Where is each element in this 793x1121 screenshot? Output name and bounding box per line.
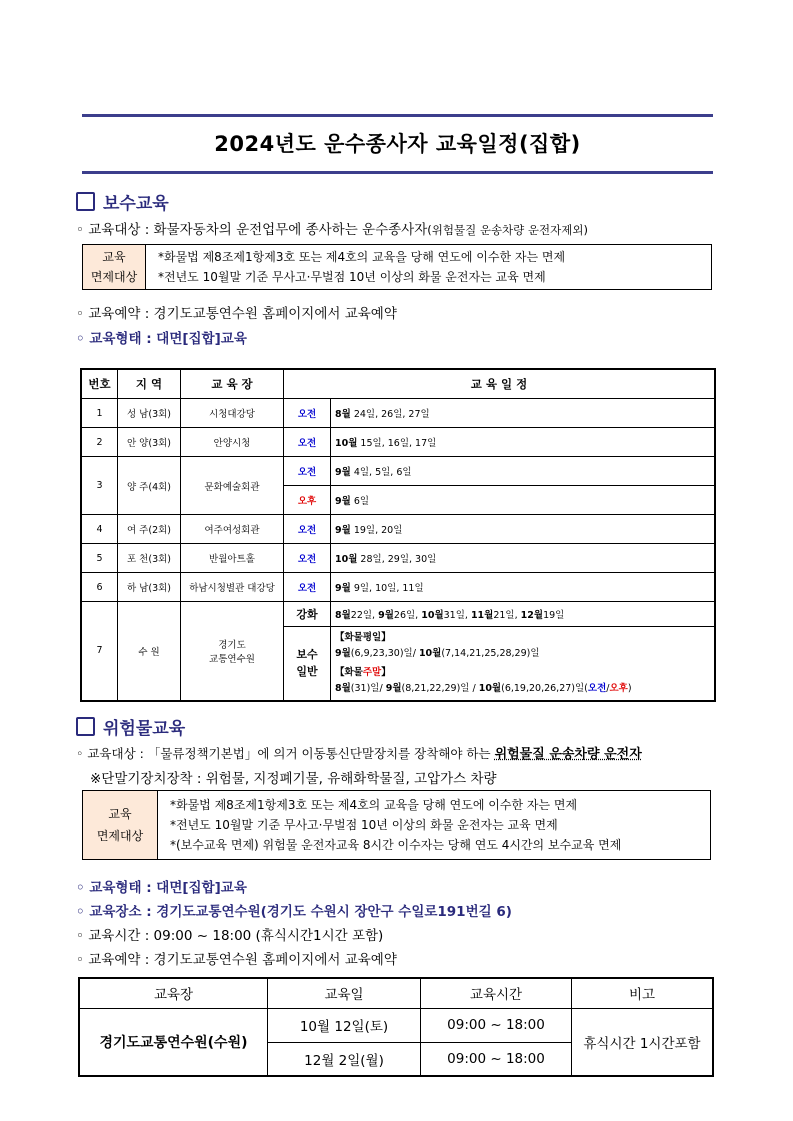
table-row: 보수 일반 【화물평일】 9월(6,9,23,30)일/ 10월(7,14,21,25,28,29)일 【화물주말】 8월(31)일/ 9월(8,21,22,29)일 / 10월(6,19,20,26,27)일(오전/오후) (81, 627, 715, 701)
title-top-rule (82, 114, 713, 117)
header-no: 번호 (81, 369, 118, 399)
bosu-target: ◦ 교육대상 : 화물자동차의 운전업무에 종사하는 운수종사자(위험물질 운송차량 운전자제외) (76, 222, 588, 238)
table-header-row: 교육장 교육일 교육시간 비고 (79, 978, 713, 1008)
table-row: 7 수 원 경기도 교통연수원 강화 8월22일, 9월26일, 10월31일, 11월21일, 12월19일 (81, 602, 715, 627)
bosu-general-dates: 【화물평일】 9월(6,9,23,30)일/ 10월(7,14,21,25,28,29)일 【화물주말】 8월(31)일/ 9월(8,21,22,29)일 / 10월(6,19,20,26,27)일(오전/오후) (331, 627, 716, 701)
table-row: 오후 9월 6일 (81, 486, 715, 515)
hazard-place: ◦ 교육장소 : 경기도교통연수원(경기도 수원시 장안구 수일로191번길 6) (76, 904, 512, 920)
section-heading-hazard: 위험물교육 (76, 714, 185, 739)
table-row: 12월 2일(월) 09:00 ~ 18:00 (79, 1042, 713, 1076)
hazard-target: ◦ 교육대상 : 「물류정책기본법」에 의거 이동통신단말장치를 장착해야 하는 위험물질 운송차량 운전자 (76, 746, 642, 762)
table-row: 3 양 주(4회) 문화예술회관 오전 9월 4일, 5일, 6일 (81, 457, 715, 486)
table-row: 5 포 천(3회) 반월아트홀 오전 10월 28일, 29일, 30일 (81, 544, 715, 573)
header-venue: 교 육 장 (181, 369, 284, 399)
checkbox-square-icon (76, 717, 95, 736)
section-heading-bosu: 보수교육 (76, 189, 169, 214)
exempt-label: 교육 면제대상 (83, 791, 158, 860)
bosu-exempt-table (82, 244, 712, 290)
table-header-row (81, 369, 715, 399)
hazard-schedule-table (78, 977, 714, 1077)
table-row: 2 안 양(3회) 안양시청 오전 10월 15일, 16일, 17일 (81, 428, 715, 457)
table-row: 6 하 남(3회) 하남시청별관 대강당 오전 9월 9일, 10일, 11일 (81, 573, 715, 602)
gang-dates: 8월22일, 9월26일, 10월31일, 11월21일, 12월19일 (331, 602, 716, 627)
exempt-list: *화물법 제8조제1항제3호 또는 제4호의 교육을 당해 연도에 이수한 자는 면제 *전년도 10월말 기준 무사고·무벌점 10년 이상의 화물 운전자는 교육 면제 (146, 245, 712, 290)
hazard-note: ※단말기장치장착 : 위험물, 지정폐기물, 유해화학물질, 고압가스 차량 (90, 771, 497, 787)
hazard-form: ◦ 교육형태 : 대면[집합]교육 (76, 880, 247, 896)
table-row: 4 여 주(2회) 여주여성회관 오전 9월 19일, 20일 (81, 515, 715, 544)
checkbox-square-icon (76, 192, 95, 211)
hazard-exempt-table (82, 790, 711, 860)
header-schedule: 교 육 일 정 (284, 369, 716, 399)
table-row: 경기도교통연수원(수원) 10월 12일(토) 09:00 ~ 18:00 휴식시간 1시간포함 (79, 1008, 713, 1042)
title-bottom-rule (82, 171, 713, 174)
schedule-table (80, 368, 716, 702)
hazard-time: ◦ 교육시간 : 09:00 ~ 18:00 (휴식시간1시간 포함) (76, 928, 384, 944)
bosu-form: ◦ 교육형태 : 대면[집합]교육 (76, 331, 247, 347)
exempt-list: *화물법 제8조제1항제3호 또는 제4호의 교육을 당해 연도에 이수한 자는 면제 *전년도 10월말 기준 무사고·무벌점 10년 이상의 화물 운전자는 교육 면제 *(보수교육 면제) 위험물 운전자교육 8시간 이수자는 당해 연도 4시간의 보수교육 면제 (158, 791, 711, 860)
bosu-reserve: ◦ 교육예약 : 경기도교통연수원 홈페이지에서 교육예약 (76, 306, 397, 322)
page-title: 2024년도 운수종사자 교육일정(집합) (214, 132, 581, 156)
hazard-reserve: ◦ 교육예약 : 경기도교통연수원 홈페이지에서 교육예약 (76, 952, 397, 968)
header-region: 지 역 (118, 369, 181, 399)
exempt-label: 교육 면제대상 (83, 245, 146, 290)
table-row: 1 성 남(3회) 시청대강당 오전 8월 24일, 26일, 27일 (81, 399, 715, 428)
